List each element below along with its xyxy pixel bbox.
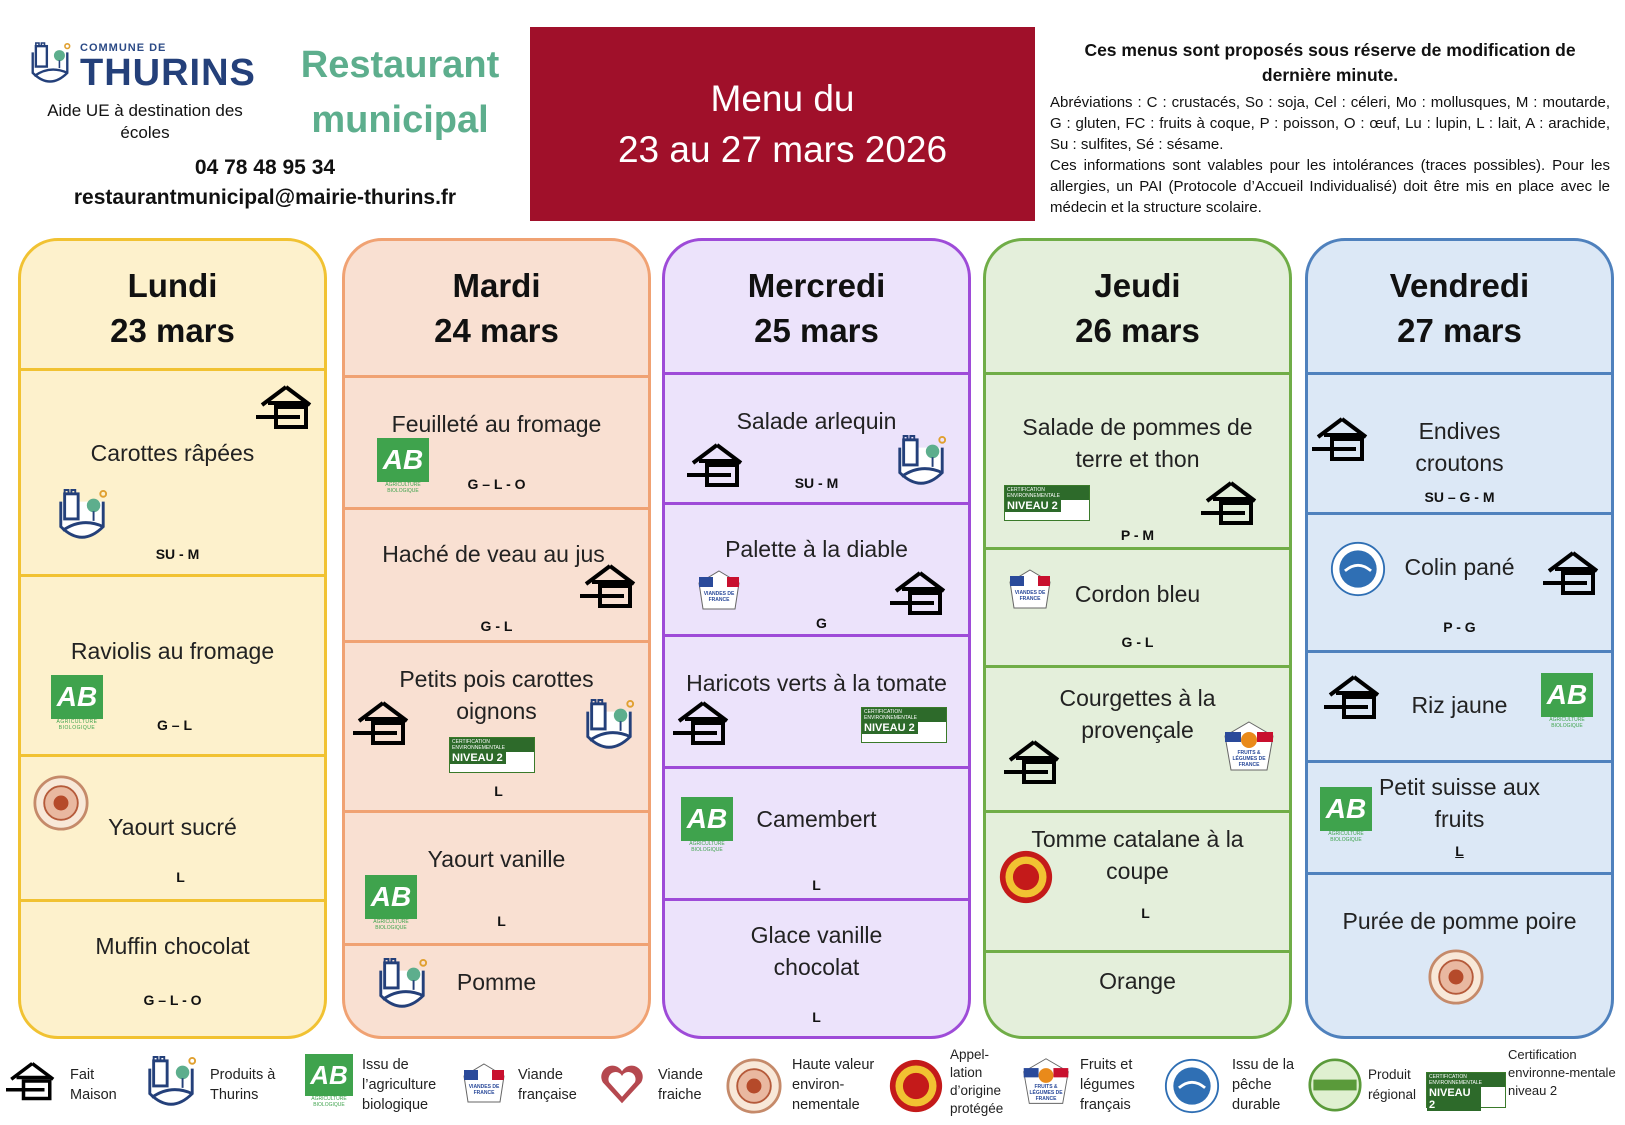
menu-item: Carottes râpées SU - M bbox=[21, 371, 324, 577]
restaurant-title: Restaurant municipal bbox=[300, 44, 500, 141]
menu-item: Riz jaune AB AGRICULTURE BIOLOGIQUE bbox=[1308, 653, 1611, 763]
house-icon bbox=[1201, 479, 1265, 527]
abbreviations: Abréviations : C : crustacés, So : soja, Cel : céleri, Mo : mollusques, M : moutarde, G : gluten, FC : fruits à coque, P : poisson, O : œuf, Lu : lupin, L : lait, A : arachide, Su : sulfites, Sé : sésame. bbox=[1050, 94, 1610, 153]
peche-durable-icon bbox=[1164, 1058, 1220, 1114]
heart-icon bbox=[598, 1060, 646, 1108]
ab-icon: AB AGRICULTURE BIOLOGIQUE bbox=[51, 675, 103, 735]
menu-item: Pomme bbox=[345, 946, 648, 1036]
day-column-mardi bbox=[342, 238, 651, 1039]
hve-icon bbox=[1428, 949, 1484, 1005]
legend-label: Issu de l’agriculture biologique bbox=[362, 1057, 437, 1113]
day-column-mercredi bbox=[662, 238, 971, 1039]
day-header: Mercredi 25 mars bbox=[665, 241, 968, 375]
house-icon bbox=[1312, 415, 1376, 463]
fruits-legumes-icon: FRUITS & LÉGUMES DE FRANCE bbox=[1221, 720, 1277, 774]
ab-icon: AB AGRICULTURE BIOLOGIQUE bbox=[305, 1054, 353, 1110]
menu-item: Colin pané P - G bbox=[1308, 515, 1611, 653]
certification-icon: CERTIFICATION ENVIRONNEMENTALE NIVEAU 2 bbox=[861, 707, 947, 743]
menu-item: Tomme catalane à la coupe L bbox=[986, 813, 1289, 953]
allergy-info: Ces informations sont valables pour les intolérances (traces possibles). Pour les allergies, un PAI (Protocole d’Accueil Individualisé) doit être mis en place avec le médecin et la structure scolaire. bbox=[1050, 157, 1610, 216]
house-icon bbox=[256, 383, 320, 431]
menu-dates: 23 au 27 mars 2026 bbox=[617, 129, 948, 170]
reserve-note: Ces menus sont proposés sous réserve de modification de dernière minute. bbox=[1084, 40, 1576, 85]
legend-label: Fruits et légumes français bbox=[1080, 1057, 1135, 1113]
menu-item: Haché de veau au jus G - L bbox=[345, 510, 648, 643]
legend bbox=[0, 1047, 1625, 1125]
thurins-logo-icon bbox=[28, 40, 72, 90]
menu-item: Petits pois carottes oignons CERTIFICATION ENVIRONNEMENTALE NIVEAU 2 L bbox=[345, 643, 648, 813]
ab-icon: AB AGRICULTURE BIOLOGIQUE bbox=[681, 797, 733, 857]
house-icon bbox=[1004, 738, 1068, 786]
menu-title: Menu du bbox=[710, 78, 855, 119]
house-icon bbox=[6, 1060, 62, 1102]
menu-item: Feuilleté au fromage AB AGRICULTURE BIOLOGIQUE G – L - O bbox=[345, 378, 648, 510]
menu-item: Palette à la diable VIANDES DE FRANCE G bbox=[665, 505, 968, 637]
regional-icon bbox=[1308, 1058, 1362, 1112]
certification-icon: CERTIFICATION ENVIRONNEMENTALE NIVEAU 2 bbox=[1004, 485, 1090, 521]
email-address: restaurantmunicipal@mairie-thurins.fr bbox=[73, 186, 457, 209]
hve-icon bbox=[726, 1058, 782, 1114]
house-icon bbox=[353, 699, 417, 747]
menu-item: Courgettes à la provençale FRUITS & LÉGUMES DE FRANCE bbox=[986, 668, 1289, 813]
menu-item: Raviolis au fromage AB AGRICULTURE BIOLOGIQUE G – L bbox=[21, 577, 324, 757]
menu-item: Yaourt vanille AB AGRICULTURE BIOLOGIQUE L bbox=[345, 813, 648, 946]
viande-france-icon: VIANDES DE FRANCE bbox=[460, 1062, 508, 1108]
menu-item: Orange bbox=[1099, 968, 1176, 994]
legend-label: Certification environne-mentale niveau 2 bbox=[1508, 1047, 1616, 1098]
phone-number: 04 78 48 95 34 bbox=[194, 156, 336, 179]
legend-label: Viande française bbox=[518, 1067, 577, 1103]
thurins-icon bbox=[55, 487, 109, 547]
menu-banner bbox=[530, 27, 1035, 221]
legend-label: Produit régional bbox=[1368, 1067, 1417, 1102]
menu-item: Purée de pomme poire bbox=[1308, 875, 1611, 1036]
day-column-lundi bbox=[18, 238, 327, 1039]
day-column-vendredi bbox=[1305, 238, 1614, 1039]
menu-item: Glace vanille chocolat L bbox=[750, 922, 883, 1025]
thurins-icon bbox=[144, 1054, 198, 1114]
day-header: Vendredi 27 mars bbox=[1308, 241, 1611, 375]
certification-icon: CERTIFICATION ENVIRONNEMENTALE NIVEAU 2 bbox=[1426, 1072, 1506, 1108]
aide-ue: Aide UE à destination des écoles bbox=[47, 101, 243, 142]
ab-icon: AB AGRICULTURE BIOLOGIQUE bbox=[377, 438, 429, 498]
legend-label: Fait Maison bbox=[70, 1067, 117, 1103]
logo-town: THURINS bbox=[80, 52, 256, 94]
day-header: Mardi 24 mars bbox=[345, 241, 648, 378]
house-icon bbox=[1543, 549, 1607, 597]
menu-item: VIANDES DE FRANCE Cordon bleu G - L bbox=[986, 550, 1289, 668]
day-header: Lundi 23 mars bbox=[21, 241, 324, 371]
legend-label: Issu de la pêche durable bbox=[1232, 1057, 1295, 1113]
menu-item: Haricots verts à la tomate CERTIFICATION ENVIRONNEMENTALE NIVEAU 2 bbox=[665, 637, 968, 769]
menu-item: Endives croutons SU – G - M bbox=[1308, 375, 1611, 515]
legend-label: Haute valeur environ-nementale bbox=[792, 1057, 875, 1113]
day-header: Jeudi 26 mars bbox=[986, 241, 1289, 375]
menu-item: Yaourt sucré L bbox=[21, 757, 324, 902]
viande-france-icon: VIANDES DE FRANCE bbox=[1006, 568, 1054, 614]
aop-icon bbox=[888, 1058, 944, 1114]
menu-item: Salade de pommes de terre et thon CERTIFICATION ENVIRONNEMENTALE NIVEAU 2 P - M bbox=[986, 375, 1289, 550]
ab-icon: AB AGRICULTURE BIOLOGIQUE bbox=[1541, 673, 1593, 733]
ab-icon: AB AGRICULTURE BIOLOGIQUE bbox=[365, 875, 417, 935]
thurins-icon bbox=[582, 697, 636, 757]
fruits-legumes-icon: FRUITS & LÉGUMES DE FRANCE bbox=[1020, 1056, 1072, 1108]
house-icon bbox=[890, 569, 954, 617]
house-icon bbox=[580, 562, 644, 610]
menu-item: Muffin chocolat G – L - O bbox=[95, 933, 250, 1008]
menu-item: AB AGRICULTURE BIOLOGIQUE Camembert L bbox=[665, 769, 968, 901]
menu-item: Salade arlequin SU - M bbox=[665, 375, 968, 505]
notes bbox=[1050, 38, 1610, 218]
day-column-jeudi bbox=[983, 238, 1292, 1039]
ab-icon: AB AGRICULTURE BIOLOGIQUE bbox=[1320, 787, 1372, 847]
legend-label: Appel-lation d’origine protégée bbox=[950, 1047, 1004, 1116]
house-icon bbox=[673, 699, 737, 747]
commune-logo bbox=[28, 38, 268, 98]
legend-label: Viande fraiche bbox=[658, 1067, 703, 1103]
legend-label: Produits à Thurins bbox=[210, 1067, 276, 1103]
certification-icon: CERTIFICATION ENVIRONNEMENTALE NIVEAU 2 bbox=[449, 737, 535, 773]
logo-commune: COMMUNE DE bbox=[80, 42, 167, 54]
viande-france-icon: VIANDES DE FRANCE bbox=[695, 569, 743, 615]
menu-item: AB AGRICULTURE BIOLOGIQUE Petit suisse aux fruits L bbox=[1308, 763, 1611, 875]
